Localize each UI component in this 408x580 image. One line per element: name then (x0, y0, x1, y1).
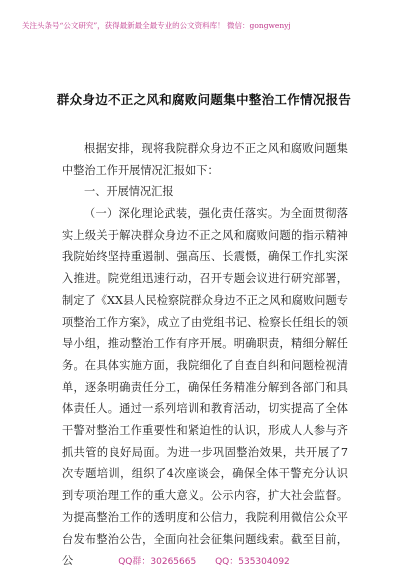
section-heading: 一、开展情况汇报 (84, 185, 174, 198)
footer-qq-group: QQ群：30265665 (118, 557, 197, 567)
document-title: 群众身边不正之风和腐败问题集中整治工作情况报告 (56, 92, 352, 107)
intro-paragraph: 根据安排，现将我院群众身边不正之风和腐败问题集中整治工作开展情况汇报如下： (62, 142, 348, 177)
section-paragraph: （一）深化理论武装，强化责任落实。为全面贯彻落实上级关于解决群众身边不正之风和腐败问题的指示精神我院始终坚持重遏制、强高压、长震慑，确保工作扎实深入推进。院党组迅速行动，召开专题会议进行研究部署，制定了《XX县人民检察院群众身边不正之风和腐败问题专项整治工作方案》，成立了由党组书记、检察长任组长的领导小组，推动整治工作有序开展。明确职责，精细分解任务。在具体实施方面，我院细化了自查自纠和问题检视清单，逐条明确责任分工，确保任务精准分解到各部门和具体责任人。通过一系列培训和教育活动，切实提高了全体干警对整治工作重要性和紧迫性的认识，形成人人参与齐抓共管的良好局面。为进一步巩固整治效果，共开展了7次专题培训，组织了4次座谈会，确保全体干警充分认识到专项治理工作的重大意义。公示内容，扩大社会监督。为提高整治工作的透明度和公信力，我院利用微信公众平台发布整治公告，全面向社会征集问题线索。截至目前，公 (62, 207, 348, 568)
footer-qq: QQ：535304092 (215, 557, 290, 567)
footer-contact (0, 554, 408, 567)
promo-banner: 关注头条号“公文研究”，获得最新最全最专业的公文资料库！ 微信：gongwenyj (22, 21, 291, 30)
